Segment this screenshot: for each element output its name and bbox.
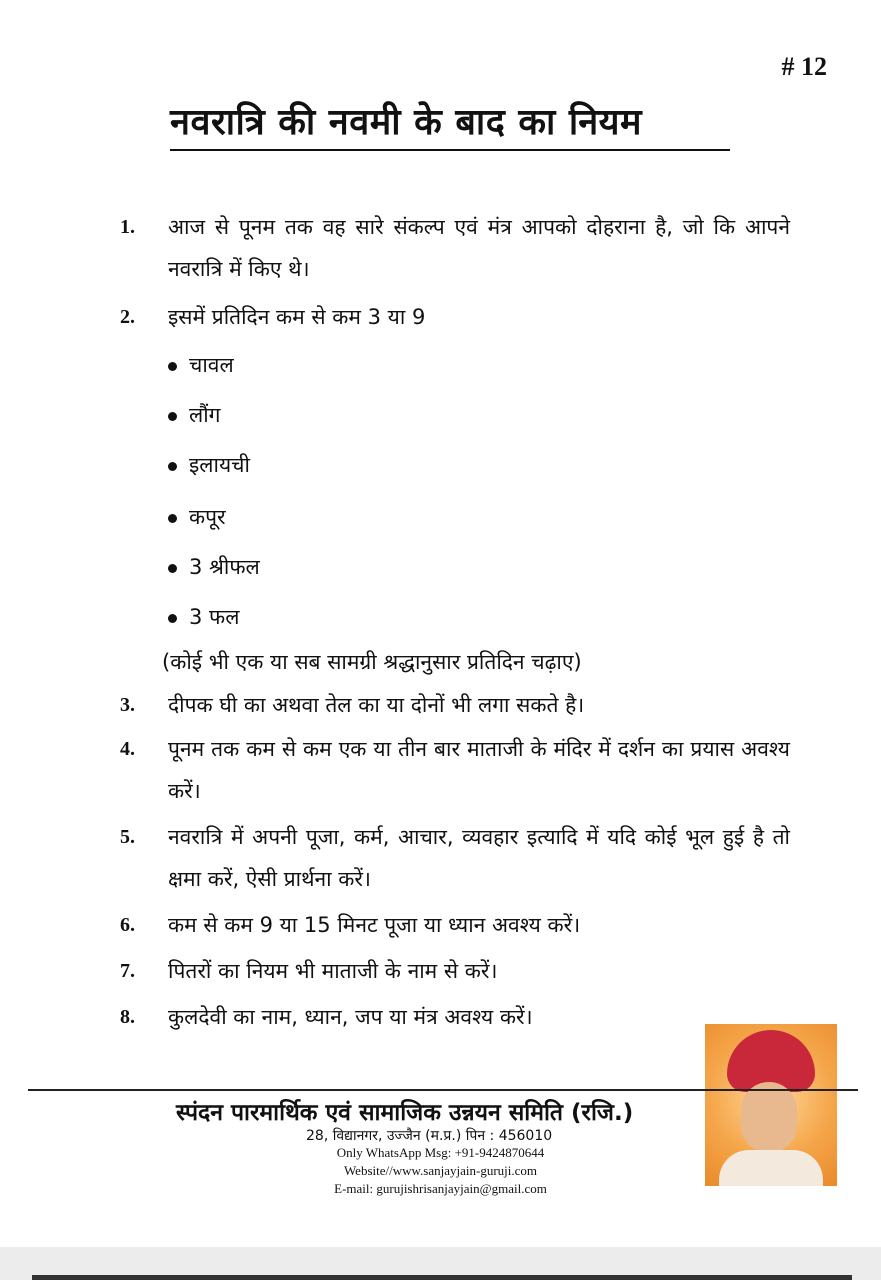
bullet-icon: [168, 462, 177, 471]
item-number: 6.: [120, 914, 135, 936]
whatsapp-contact: Only WhatsApp Msg: +91-9424870644: [336, 1145, 545, 1160]
item-text: इसमें प्रतिदिन कम से कम 3 या 9: [168, 305, 426, 329]
offering-item: इलायची: [168, 450, 250, 480]
item-number: 8.: [120, 1006, 135, 1028]
item-text: नवरात्रि में अपनी पूजा, कर्म, आचार, व्यवहार इत्यादि में यदि कोई भूल हुई है तो क्षमा करें, ऐसी प्रार्थना करें।: [168, 825, 790, 891]
bullet-icon: [168, 564, 177, 573]
guru-photo: [705, 1024, 837, 1186]
item-text: कम से कम 9 या 15 मिनट पूजा या ध्यान अवश्य करें।: [168, 913, 581, 937]
address: 28, विद्यानगर, उज्जैन (म.प्र.) पिन : 456010: [306, 1128, 553, 1144]
organization-name: स्पंदन पारमार्थिक एवं सामाजिक उन्नयन समिति (रजि.): [176, 1100, 634, 1126]
offering-item: चावल: [168, 350, 234, 380]
bullet-icon: [168, 614, 177, 623]
bullet-icon: [168, 412, 177, 421]
offering-item: 3 श्रीफल: [168, 552, 260, 582]
offering-item: कपूर: [168, 502, 226, 532]
item-number: 3.: [120, 694, 135, 716]
email: E-mail: gurujishrisanjayjain@gmail.com: [334, 1181, 547, 1196]
face-shape: [741, 1082, 797, 1152]
bullet-icon: [168, 514, 177, 523]
item-number: 5.: [120, 826, 135, 848]
bullet-icon: [168, 362, 177, 371]
item-number: 4.: [120, 738, 135, 760]
page-title: नवरात्रि की नवमी के बाद का नियम: [170, 96, 730, 151]
item-text: दीपक घी का अथवा तेल का या दोनों भी लगा सकते है।: [168, 693, 585, 717]
item-number: 7.: [120, 960, 135, 982]
offering-item: लौंग: [168, 400, 221, 430]
footer-divider: [28, 1089, 858, 1091]
item-number: 1.: [120, 216, 135, 238]
item-text: पूनम तक कम से कम एक या तीन बार माताजी के मंदिर में दर्शन का प्रयास अवश्य करें।: [168, 737, 790, 803]
item-text: कुलदेवी का नाम, ध्यान, जप या मंत्र अवश्य करें।: [168, 1005, 533, 1029]
item-text: पितरों का नियम भी माताजी के नाम से करें।: [168, 959, 498, 983]
item-number: 2.: [120, 306, 135, 328]
next-page-edge: [32, 1275, 852, 1280]
offering-item: 3 फल: [168, 602, 239, 632]
page-number: # 12: [781, 52, 827, 81]
website: Website//www.sanjayjain-guruji.com: [343, 1163, 538, 1178]
offerings-note: (कोई भी एक या सब सामग्री श्रद्धानुसार प्रतिदिन चढ़ाए): [162, 650, 582, 674]
item-text: आज से पूनम तक वह सारे संकल्प एवं मंत्र आपको दोहराना है, जो कि आपने नवरात्रि में किए थे।: [168, 215, 790, 281]
